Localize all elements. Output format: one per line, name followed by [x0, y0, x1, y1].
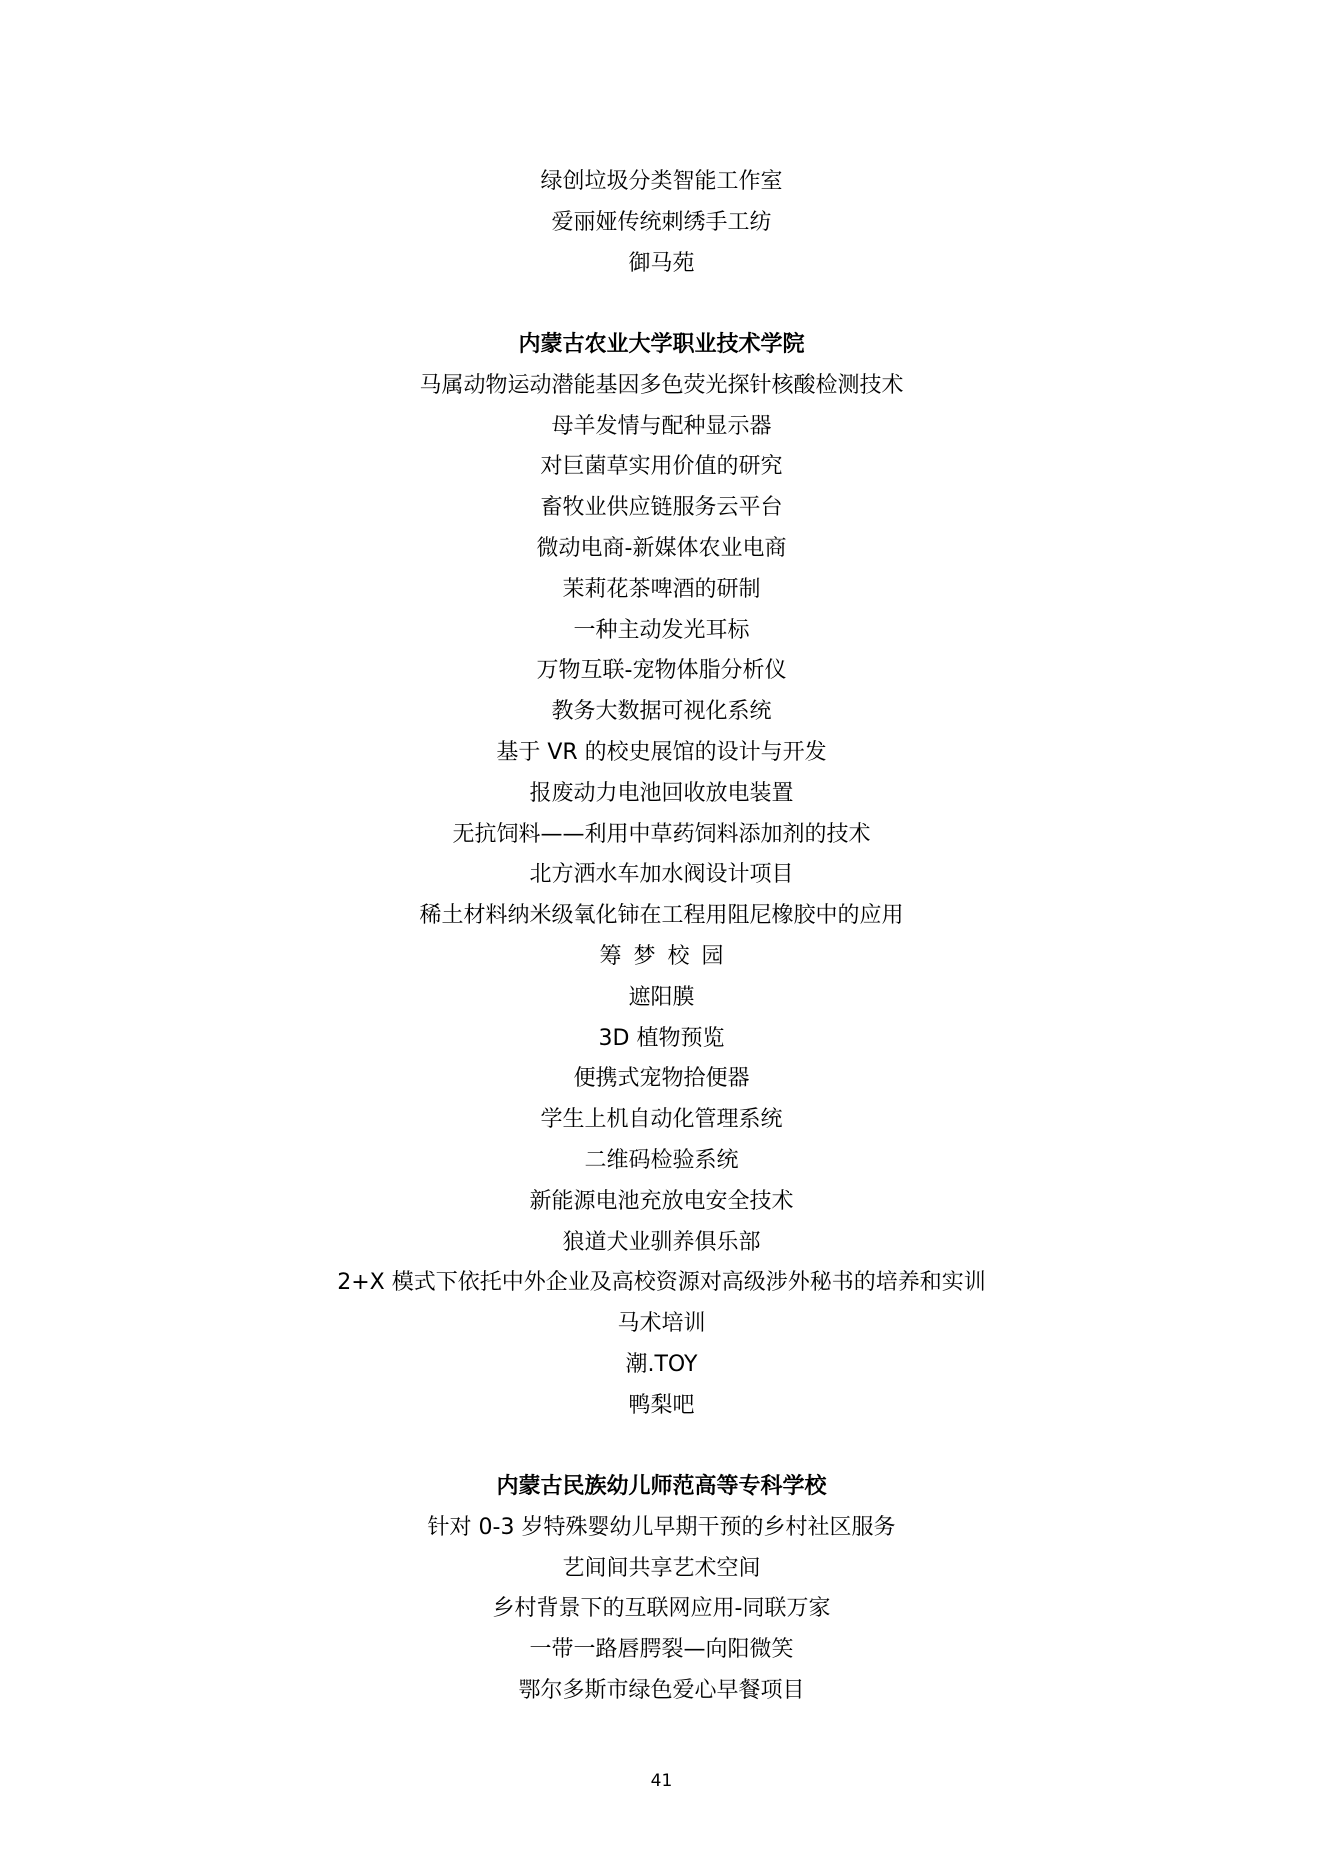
- project-item: 潮.TOY: [625, 1351, 698, 1377]
- section-normal-college: [0, 1467, 1323, 1712]
- project-item: 稀土材料纳米级氧化铈在工程用阻尼橡胶中的应用: [419, 903, 904, 929]
- project-item: 绿创垃圾分类智能工作室: [540, 169, 783, 194]
- project-item: 微动电商-新媒体农业电商: [536, 535, 787, 561]
- project-item: 母羊发情与配种显示器: [551, 413, 772, 439]
- project-item: 鸭梨吧: [628, 1392, 695, 1418]
- project-item: 御马苑: [628, 250, 695, 276]
- project-list-continued: [0, 162, 1323, 284]
- project-item: 一带一路唇腭裂—向阳微笑: [529, 1637, 794, 1663]
- project-item: 报废动力电池回收放电装置: [529, 780, 794, 806]
- project-item: 爱丽娅传统刺绣手工纺: [551, 209, 772, 235]
- project-item: 教务大数据可视化系统: [551, 699, 772, 725]
- project-item: 北方洒水车加水阀设计项目: [529, 862, 794, 888]
- project-item: 二维码检验系统: [584, 1147, 739, 1173]
- section-agricultural-college: [0, 325, 1323, 1427]
- section-heading: 内蒙古民族幼儿师范高等专科学校: [496, 1474, 827, 1499]
- page-number: 41: [650, 1771, 673, 1791]
- project-item: 2+X 模式下依托中外企业及高校资源对高级涉外秘书的培养和实训: [337, 1270, 986, 1296]
- project-item: 筹梦校园: [599, 943, 736, 969]
- section-heading: 内蒙古农业大学职业技术学院: [518, 332, 805, 357]
- project-item: 茉莉花茶啤酒的研制: [562, 576, 761, 602]
- project-item: 新能源电池充放电安全技术: [529, 1188, 794, 1214]
- project-item: 乡村背景下的互联网应用-同联万家: [492, 1596, 831, 1622]
- project-item: 马术培训: [617, 1311, 706, 1337]
- project-item: 无抗饲料——利用中草药饲料添加剂的技术: [452, 821, 871, 847]
- project-item: 一种主动发光耳标: [573, 617, 750, 643]
- project-item: 狼道犬业驯养俱乐部: [562, 1229, 761, 1255]
- project-item: 遮阳膜: [628, 984, 695, 1010]
- project-item: 鄂尔多斯市绿色爱心早餐项目: [518, 1677, 805, 1703]
- project-item: 基于 VR 的校史展馆的设计与开发: [496, 739, 827, 765]
- project-item: 针对 0-3 岁特殊婴幼儿早期干预的乡村社区服务: [427, 1514, 896, 1540]
- project-item: 3D 植物预览: [598, 1025, 725, 1051]
- project-item: 对巨菌草实用价值的研究: [540, 454, 783, 480]
- project-item: 学生上机自动化管理系统: [540, 1107, 783, 1133]
- project-item: 艺间间共享艺术空间: [562, 1555, 761, 1581]
- project-item: 便携式宠物拾便器: [573, 1066, 750, 1092]
- project-item: 万物互联-宠物体脂分析仪: [536, 658, 787, 684]
- project-item: 马属动物运动潜能基因多色荧光探针核酸检测技术: [419, 372, 904, 398]
- project-item: 畜牧业供应链服务云平台: [540, 495, 783, 521]
